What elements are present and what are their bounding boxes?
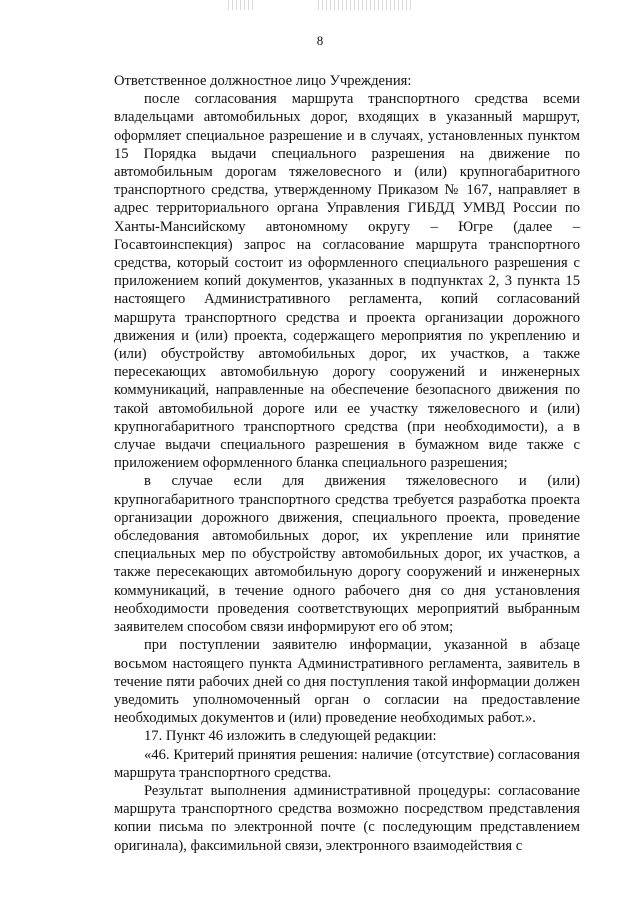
scan-artifact-left	[228, 0, 256, 10]
paragraph-route-approval: после согласования маршрута транспортного средства всеми владельцами автомобильных дорог, входящих в указанный маршрут, оформляет специальное разрешение и в случаях, установленных пунктом 15 Порядка выдачи специального разрешения на движение по автомобильным дорогам тяжеловесного и (или) крупногабаритного транспортного средства, утвержденному Приказом № 167, направляет в адрес территориального органа Управления ГИБДД УМВД России по Ханты-Мансийскому автономному округу – Югре (далее – Госавтоинспекция) запрос на согласование маршрута транспортного средства, который состоит из оформленного специального разрешения с приложением копий документов, указанных в подпунктах 2, 3 пункта 15 настоящего Административного регламента, копий согласований маршрута транспортного средства и проекта организации дорожного движения и (или) проекта, содержащего мероприятия по укреплению и (или) обустройству автомобильных дорог, их участков, а также пересекающих автомобильную дорогу сооружений и инженерных коммуникаций, направленные на обеспечение безопасного движения по такой автомобильной дороге или ее участку тяжеловесного и (или) крупногабаритного транспортного средства (при необходимости), а в случае выдачи специального разрешения в бумажном виде также с приложением оформленного бланка специального разрешения;	[114, 91, 580, 472]
paragraph-responsible-official: Ответственное должностное лицо Учреждения:	[114, 73, 412, 89]
paragraph-procedure-result: Результат выполнения административной процедуры: согласование маршрута транспортного средства возможно посредством представления копии письма по электронной почте (с последующим представлением оригинала), факсимильной связи, электронного взаимодействия с	[114, 782, 580, 854]
paragraph-item-46-criterion: «46. Критерий принятия решения: наличие (отсутствие) согласования маршрута транспортного средства.	[114, 746, 580, 781]
scan-artifact-right	[318, 0, 414, 10]
paragraph-applicant-notification: при поступлении заявителю информации, указанной в абзаце восьмом настоящего пункта Административного регламента, заявитель в течение пяти рабочих дней со дня поступления такой информации должен уведомить уполномоченный орган о согласии на предоставление необходимых документов и (или) проведение необходимых работ.».	[114, 637, 580, 727]
document-body	[114, 72, 580, 855]
page-number: 8	[316, 33, 324, 48]
paragraph-item-17: 17. Пункт 46 изложить в следующей редакции:	[144, 728, 437, 745]
paragraph-special-measures: в случае если для движения тяжеловесного и (или) крупногабаритного транспортного средства требуется разработка проекта организации дорожного движения, специального проекта, проведение обследования автомобильных дорог, их укрепление или принятие специальных мер по обустройству автомобильных дорог, их участков, а также пересекающих автомобильную дорогу сооружений и инженерных коммуникаций, в течение одного рабочего дня со дня установления необходимости проведения соответствующих мероприятий выбранным заявителем способом связи информируют его об этом;	[114, 473, 580, 636]
